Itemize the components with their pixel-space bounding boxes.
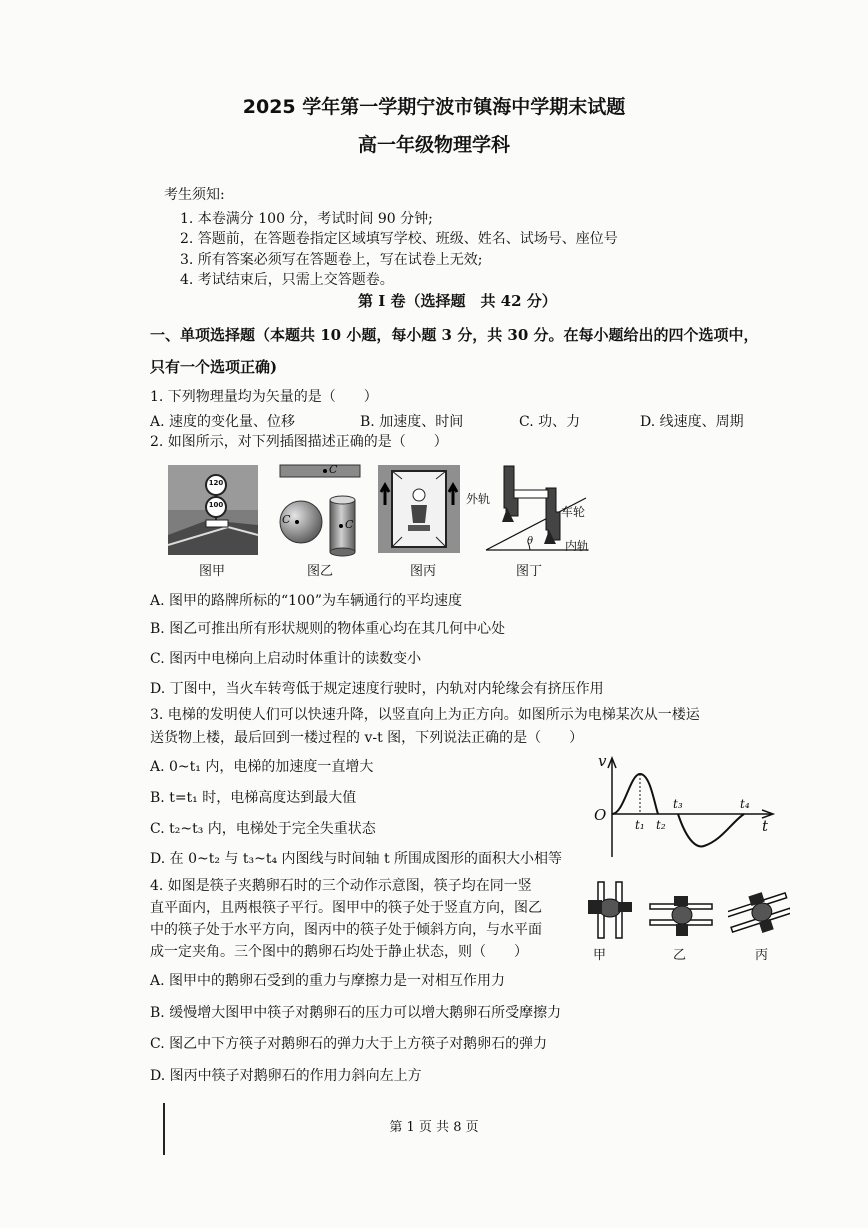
q2-option-b: B. 图乙可推出所有形状规则的物体重心均在其几何中心处: [150, 621, 506, 637]
q4-option-b: B. 缓慢增大图甲中筷子对鹅卵石的压力可以增大鹅卵石所受摩擦力: [150, 1005, 562, 1021]
exam-title: 2025 学年第一学期宁波市镇海中学期末试题: [242, 96, 626, 118]
label-inner-rail: 内轨: [565, 539, 590, 553]
caption-ding: 图丁: [516, 564, 543, 579]
question-4-stem: 4. 如图是筷子夹鹅卵石时的三个动作示意图，筷子均在同一竖: [150, 878, 532, 894]
label-wheel: 车轮: [561, 505, 586, 519]
label-c: C: [329, 463, 338, 476]
q3-option-b: B. t=t₁ 时，电梯高度达到最大值: [150, 790, 357, 806]
figure-yi-shapes: [275, 462, 370, 557]
q1-option-c: C. 功、力: [519, 414, 581, 430]
q2-option-d: D. 丁图中，当火车转弯低于规定速度行驶时，内轨对内轮缘会有挤压作用: [150, 681, 604, 697]
q2-option-a: A. 图甲的路牌所标的“100”为车辆通行的平均速度: [150, 593, 463, 609]
q3-option-c: C. t₂~t₃ 内，电梯处于完全失重状态: [150, 821, 376, 837]
chopsticks-bing-figure: [728, 888, 790, 938]
q4-option-d: D. 图丙中筷子对鹅卵石的作用力斜向左上方: [150, 1068, 422, 1084]
axis-origin: O: [594, 806, 607, 824]
label-c: C: [345, 518, 354, 531]
caption-jia: 甲: [593, 948, 607, 963]
notice-item: 1. 本卷满分 100 分，考试时间 90 分钟;: [180, 211, 433, 227]
question-2-stem: 2. 如图所示，对下列插图描述正确的是（ ）: [150, 434, 448, 450]
caption-yi: 乙: [673, 948, 687, 963]
q3-option-a: A. 0~t₁ 内，电梯的加速度一直增大: [150, 759, 374, 775]
question-4-stem-line: 直平面内，且两根筷子平行。图甲中的筷子处于竖直方向，图乙: [150, 900, 542, 916]
question-4-stem-line: 成一定夹角。三个图中的鹅卵石均处于静止状态，则（ ）: [150, 944, 528, 960]
tick-t3: t₃: [673, 797, 683, 811]
axis-label-t: t: [762, 817, 769, 835]
q1-option-d: D. 线速度、周期: [640, 414, 744, 430]
q4-option-c: C. 图乙中下方筷子对鹅卵石的弹力大于上方筷子对鹅卵石的弹力: [150, 1036, 548, 1052]
caption-yi: 图乙: [307, 564, 334, 579]
section-heading: 一、单项选择题（本题共 10 小题，每小题 3 分，共 30 分。在每小题给出的四个选项中，: [150, 326, 759, 344]
section-heading-cont: 只有一个选项正确): [150, 358, 278, 376]
question-3-stem: 3. 电梯的发明使人们可以快速升降，以竖直向上为正方向。如图所示为电梯某次从一楼运: [150, 707, 700, 723]
caption-bing: 丙: [755, 948, 769, 963]
chopsticks-jia-figure: [588, 880, 636, 940]
question-4-stem-line: 中的筷子处于水平方向，图丙中的筷子处于倾斜方向，与水平面: [150, 922, 542, 938]
label-outer-rail: 外轨: [466, 492, 491, 506]
q1-option-b: B. 加速度、时间: [360, 414, 464, 430]
figure-bing-elevator: [378, 465, 460, 553]
caption-bing: 图丙: [410, 564, 437, 579]
notice-item: 3. 所有答案必须写在答题卷上，写在试卷上无效;: [180, 252, 483, 268]
q2-option-c: C. 图丙中电梯向上启动时体重计的读数变小: [150, 651, 422, 667]
vt-graph: [592, 752, 782, 862]
label-theta: θ: [527, 536, 534, 547]
page-number: 第 1 页 共 8 页: [389, 1120, 479, 1135]
chopsticks-yi-figure: [648, 894, 714, 938]
notice-item: 4. 考试结束后，只需上交答题卷。: [180, 272, 394, 288]
tick-t4: t₄: [740, 797, 750, 811]
part-title: 第 I 卷（选择题 共 42 分）: [358, 292, 557, 310]
caption-jia: 图甲: [199, 564, 226, 579]
question-3-stem-cont: 送货物上楼，最后回到一楼过程的 v-t 图，下列说法正确的是（ ）: [150, 730, 584, 746]
q3-option-d: D. 在 0~t₂ 与 t₃~t₄ 内图线与时间轴 t 所围成图形的面积大小相等: [150, 851, 563, 867]
sign-value-100: 100: [208, 501, 224, 509]
sign-value-120: 120: [208, 479, 224, 487]
axis-label-v: v: [598, 752, 607, 770]
label-c: C: [282, 513, 291, 526]
notice-item: 2. 答题前，在答题卷指定区域填写学校、班级、姓名、试场号、座位号: [180, 231, 618, 247]
q4-option-a: A. 图甲中的鹅卵石受到的重力与摩擦力是一对相互作用力: [150, 973, 506, 989]
q1-option-a: A. 速度的变化量、位移: [150, 414, 296, 430]
tick-t2: t₂: [656, 818, 666, 832]
question-1-stem: 1. 下列物理量均为矢量的是（ ）: [150, 389, 378, 405]
exam-subtitle: 高一年级物理学科: [357, 134, 510, 156]
tick-t1: t₁: [635, 818, 645, 832]
notice-heading: 考生须知:: [164, 187, 225, 203]
